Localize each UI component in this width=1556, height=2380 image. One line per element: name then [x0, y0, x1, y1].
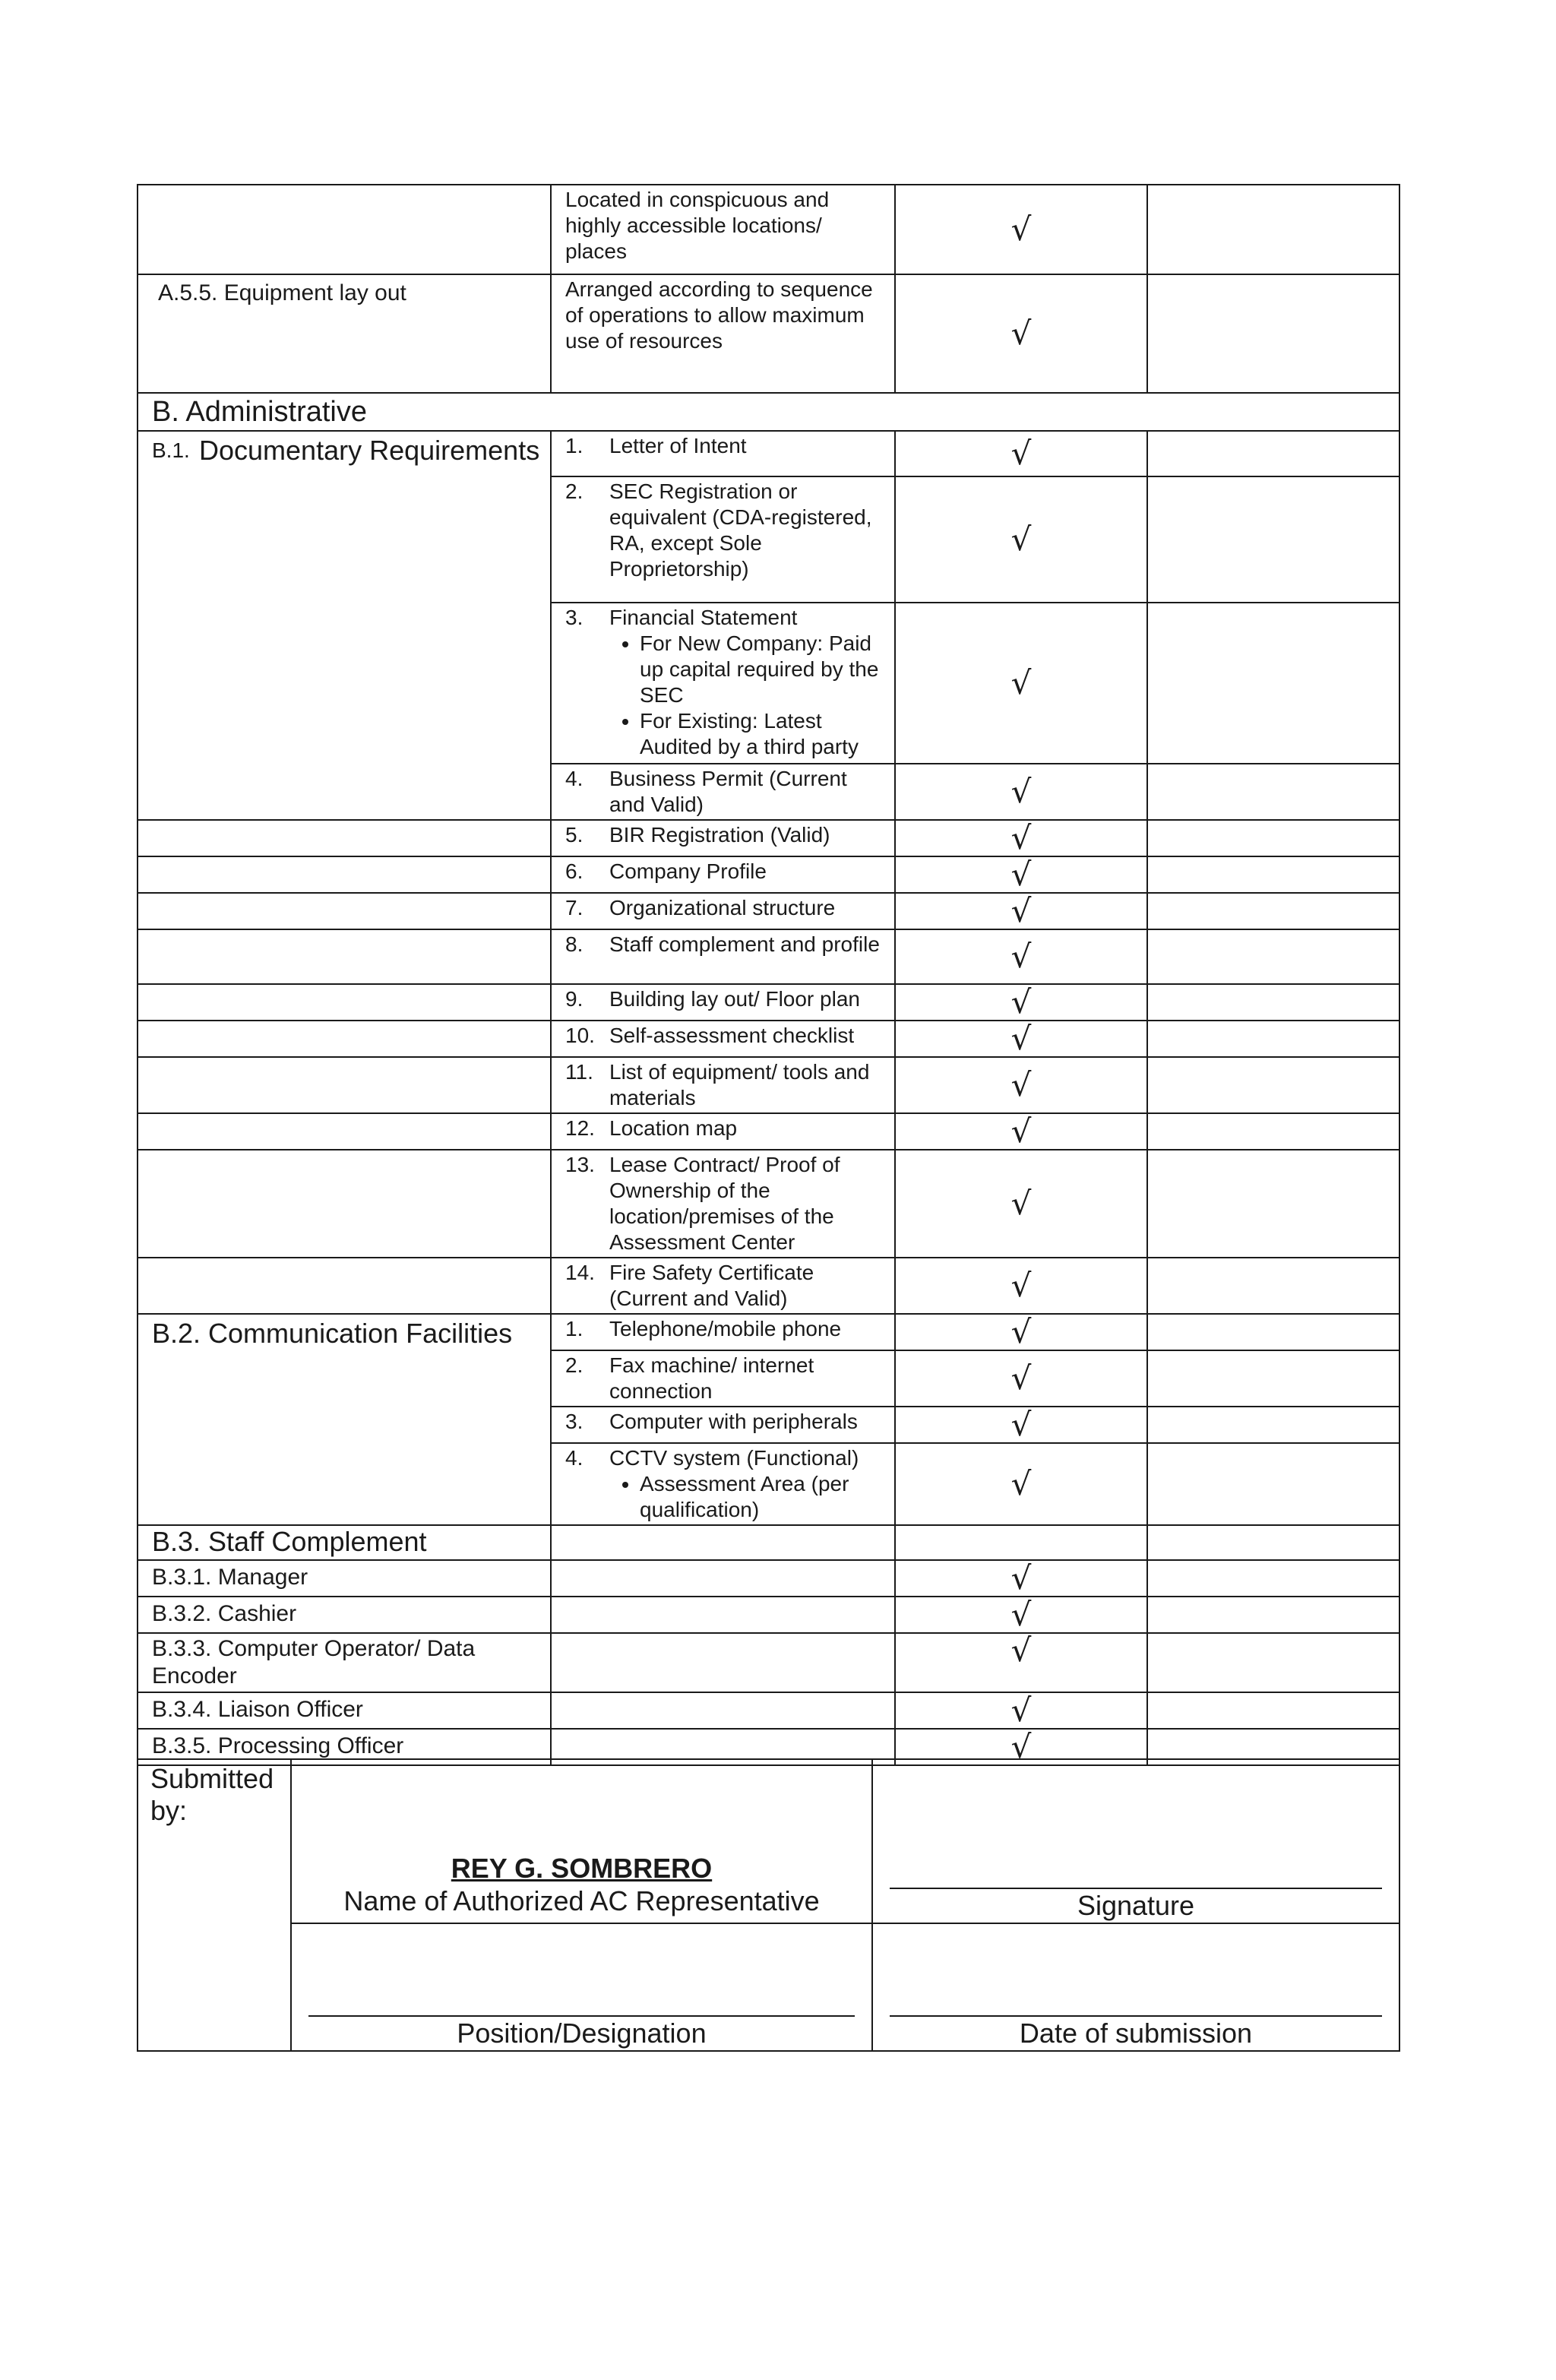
table-row [138, 893, 1399, 929]
remarks-cell [1147, 1407, 1399, 1443]
list-item [551, 984, 895, 1021]
table-row [138, 431, 1399, 476]
bullet-list [609, 1471, 887, 1523]
remarks-cell [1147, 476, 1399, 603]
table-row [138, 1021, 1399, 1057]
table-row [138, 1150, 1399, 1258]
label-cell [138, 1150, 551, 1258]
check-mark: √ [895, 1443, 1147, 1525]
remarks-cell [1147, 820, 1399, 856]
row-label [138, 185, 551, 274]
remarks-cell [1147, 1258, 1399, 1314]
criteria-cell [551, 1560, 895, 1597]
section-title: B. Administrative [138, 393, 1399, 431]
label-cell [138, 1057, 551, 1113]
label-cell [138, 1113, 551, 1150]
remarks-cell [1147, 764, 1399, 820]
table-row [138, 1759, 1399, 1923]
item-number: 12. [565, 1116, 595, 1140]
remarks-cell [1147, 1633, 1399, 1692]
criteria-text: Arranged according to sequence of operations to allow maximum use of resources [551, 274, 895, 393]
list-item [551, 1350, 895, 1407]
remarks-cell [1147, 1692, 1399, 1729]
item-number: 3. [565, 606, 584, 629]
check-mark: √ [895, 1633, 1147, 1692]
item-text: Fax machine/ internet connection [609, 1353, 814, 1403]
list-item [551, 1314, 895, 1350]
item-text: Telephone/mobile phone [609, 1317, 842, 1340]
list-item [551, 1407, 895, 1443]
item-number: 4. [565, 1446, 584, 1470]
criteria-cell [551, 1597, 895, 1633]
table-row [138, 1258, 1399, 1314]
list-item [551, 764, 895, 820]
remarks-cell [1147, 1443, 1399, 1525]
list-item [551, 431, 895, 476]
remarks-cell [1147, 1150, 1399, 1258]
b3-label: B.3. Staff Complement [138, 1525, 551, 1560]
check-mark: √ [895, 1729, 1147, 1765]
date-cell [872, 1923, 1399, 2051]
label-cell [138, 1021, 551, 1057]
table-row [138, 1560, 1399, 1597]
check-cell [895, 1525, 1147, 1560]
row-label: B.3.5. Processing Officer [138, 1729, 551, 1765]
check-mark: √ [895, 1692, 1147, 1729]
criteria-cell [551, 1633, 895, 1692]
item-text: Location map [609, 1116, 738, 1140]
item-number: 11. [565, 1060, 593, 1084]
list-item [551, 1150, 895, 1258]
remarks-cell [1147, 1597, 1399, 1633]
item-text: Letter of Intent [609, 434, 747, 457]
check-mark: √ [895, 764, 1147, 820]
item-number: 8. [565, 932, 584, 956]
rep-name-cell [291, 1759, 872, 1923]
table-row [138, 1314, 1399, 1350]
remarks-cell [1147, 1350, 1399, 1407]
b2-label: B.2. Communication Facilities [138, 1314, 551, 1525]
bullet-item: • For Existing: Latest Audited by a third party [640, 708, 887, 760]
item-text: Staff complement and profile [609, 932, 880, 956]
signature-table [137, 1758, 1400, 2052]
item-number: 2. [565, 1353, 584, 1377]
check-mark: √ [895, 603, 1147, 764]
bullet-item: • Assessment Area (per qualification) [640, 1471, 887, 1523]
row-label: B.3.2. Cashier [138, 1597, 551, 1633]
label-cell [138, 893, 551, 929]
list-item [551, 476, 895, 603]
check-mark: √ [895, 856, 1147, 893]
table-row [138, 1113, 1399, 1150]
check-mark: √ [895, 820, 1147, 856]
item-number: 6. [565, 859, 584, 883]
item-text: List of equipment/ tools and materials [609, 1060, 870, 1109]
table-row [138, 856, 1399, 893]
item-number: 14. [565, 1261, 595, 1284]
check-mark: √ [895, 1407, 1147, 1443]
remarks-cell [1147, 984, 1399, 1021]
check-mark: √ [895, 929, 1147, 984]
check-mark: √ [895, 185, 1147, 274]
check-mark: √ [895, 274, 1147, 393]
check-mark: √ [895, 1560, 1147, 1597]
check-mark: √ [895, 1258, 1147, 1314]
label-cell [138, 856, 551, 893]
table-row [138, 984, 1399, 1021]
b1-prefix: B.1. [152, 438, 190, 462]
checklist-table [137, 184, 1400, 1766]
section-header-row [138, 393, 1399, 431]
label-cell [138, 820, 551, 856]
list-item [551, 1057, 895, 1113]
row-label: A.5.5. Equipment lay out [138, 274, 551, 393]
item-number: 3. [565, 1410, 584, 1433]
item-text: Fire Safety Certificate (Current and Valid) [609, 1261, 814, 1310]
check-mark: √ [895, 1597, 1147, 1633]
item-text: Self-assessment checklist [609, 1024, 855, 1047]
criteria-cell [551, 1692, 895, 1729]
table-row [138, 274, 1399, 393]
item-text: CCTV system (Functional) [609, 1446, 859, 1470]
remarks-cell [1147, 893, 1399, 929]
table-row [138, 1923, 1399, 2051]
remarks-cell [1147, 1525, 1399, 1560]
remarks-cell [1147, 185, 1399, 274]
item-text: Company Profile [609, 859, 767, 883]
remarks-cell [1147, 856, 1399, 893]
table-row [138, 1692, 1399, 1729]
label-cell [138, 929, 551, 984]
item-text: Building lay out/ Floor plan [609, 987, 860, 1011]
list-item [551, 1113, 895, 1150]
check-mark: √ [895, 431, 1147, 476]
b1-label: Documentary Requirements [199, 435, 540, 466]
remarks-cell [1147, 603, 1399, 764]
item-text: Business Permit (Current and Valid) [609, 767, 847, 816]
table-row [138, 929, 1399, 984]
criteria-cell [551, 1525, 895, 1560]
item-number: 1. [565, 1317, 584, 1340]
position-caption: Position/Designation [457, 2018, 707, 2049]
remarks-cell [1147, 929, 1399, 984]
remarks-cell [1147, 1057, 1399, 1113]
item-number: 9. [565, 987, 584, 1011]
item-text: BIR Registration (Valid) [609, 823, 830, 847]
remarks-cell [1147, 1314, 1399, 1350]
list-item [551, 820, 895, 856]
signature-cell [872, 1759, 1399, 1923]
submitted-by-label: Submitted by: [138, 1759, 291, 2051]
remarks-cell [1147, 431, 1399, 476]
date-caption: Date of submission [1019, 2018, 1253, 2049]
check-mark: √ [895, 893, 1147, 929]
b1-label-cell [138, 431, 551, 820]
table-row [138, 1525, 1399, 1560]
check-mark: √ [895, 984, 1147, 1021]
remarks-cell [1147, 1021, 1399, 1057]
table-row [138, 820, 1399, 856]
check-mark: √ [895, 1021, 1147, 1057]
remarks-cell [1147, 1113, 1399, 1150]
list-item [551, 1443, 895, 1525]
row-label: B.3.1. Manager [138, 1560, 551, 1597]
list-item [551, 893, 895, 929]
table-row [138, 185, 1399, 274]
signature-caption: Signature [1077, 1890, 1195, 1921]
item-number: 1. [565, 434, 584, 457]
position-cell [291, 1923, 872, 2051]
item-number: 13. [565, 1153, 595, 1176]
representative-name: REY G. SOMBRERO [451, 1853, 713, 1884]
list-item [551, 1258, 895, 1314]
table-row [138, 1057, 1399, 1113]
table-row [138, 1633, 1399, 1692]
check-mark: √ [895, 1314, 1147, 1350]
item-number: 7. [565, 896, 584, 919]
row-label: B.3.3. Computer Operator/ Data Encoder [138, 1633, 551, 1692]
check-mark: √ [895, 1150, 1147, 1258]
criteria-text: Located in conspicuous and highly accessible locations/ places [551, 185, 895, 274]
item-text: SEC Registration or equivalent (CDA-registered, RA, except Sole Proprietorship) [609, 479, 872, 581]
check-mark: √ [895, 1113, 1147, 1150]
remarks-cell [1147, 1560, 1399, 1597]
item-text: Organizational structure [609, 896, 836, 919]
row-label: B.3.4. Liaison Officer [138, 1692, 551, 1729]
check-mark: √ [895, 476, 1147, 603]
item-number: 5. [565, 823, 584, 847]
list-item [551, 1021, 895, 1057]
list-item [551, 603, 895, 764]
label-cell [138, 984, 551, 1021]
remarks-cell [1147, 274, 1399, 393]
table-row [138, 1597, 1399, 1633]
item-text: Financial Statement [609, 606, 798, 629]
label-cell [138, 1258, 551, 1314]
check-mark: √ [895, 1057, 1147, 1113]
item-text: Computer with peripherals [609, 1410, 858, 1433]
item-text: Lease Contract/ Proof of Ownership of the location/premises of the Assessment Center [609, 1153, 840, 1254]
item-number: 10. [565, 1024, 595, 1047]
bullet-item: • For New Company: Paid up capital required by the SEC [640, 631, 887, 708]
bullet-list [609, 631, 887, 760]
item-number: 2. [565, 479, 584, 503]
check-mark: √ [895, 1350, 1147, 1407]
item-number: 4. [565, 767, 584, 790]
representative-caption: Name of Authorized AC Representative [343, 1885, 820, 1916]
list-item [551, 929, 895, 984]
list-item [551, 856, 895, 893]
